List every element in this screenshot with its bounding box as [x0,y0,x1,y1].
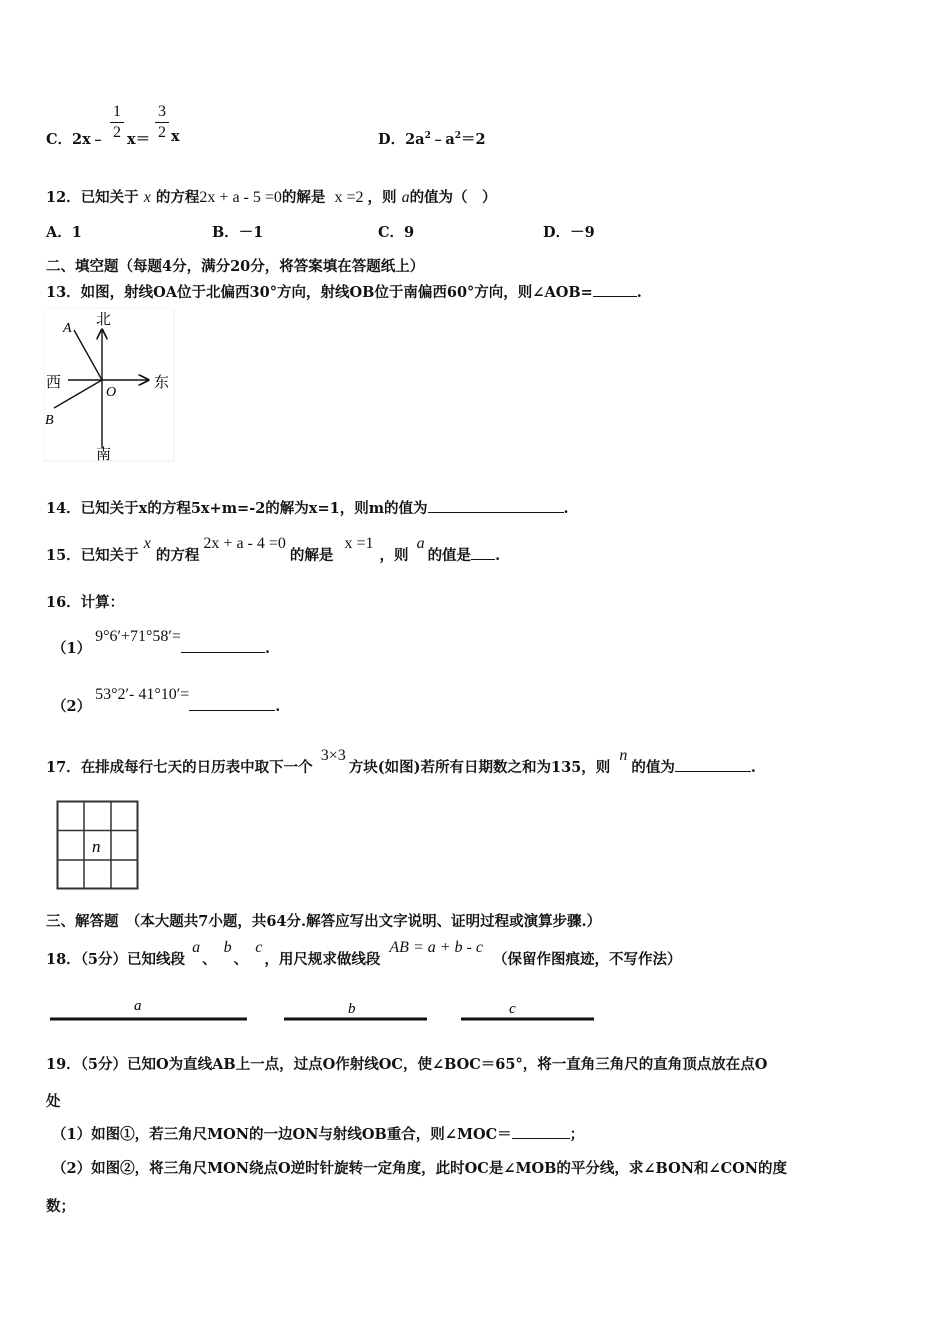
q11-option-d: D．$2a^2﹣a^2=2$ [378,131,486,148]
q19-stem-line1: 19．（5分）已知O为直线AB上一点，过点O作射线OC，使∠BOC＝65°，将一直角三角尺的直角顶点放在点O [46,1056,768,1073]
calendar-grid-figure [56,800,140,892]
grid-center-n: n [92,837,101,856]
label-o: O [106,385,117,400]
segment-c-label: c [509,1001,516,1017]
q12-option-b: B．－1 [212,224,264,241]
label-west: 西 [46,375,62,391]
q12-option-d: D．－9 [543,224,595,241]
q12-option-a: A．1 [46,224,82,241]
compass-figure [44,308,176,463]
segment-b-label: b [348,1001,356,1017]
section-2-heading: 二、填空题（每题4分，满分20分，将答案填在答题纸上） [46,258,425,275]
q17-stem: 17．在排成每行七天的日历表中取下一个 3×3方块(如图)若所有日期数之和为135，则 n的值为 . [46,747,756,776]
fraction-three-halves: $\frac{3}{2}$ [155,102,169,143]
q19-stem-line2: 处 [46,1093,61,1110]
given-segments [46,995,606,1025]
q19-part-2-line2: 数； [46,1198,75,1215]
fraction-one-half: $\frac{1}{2}$ [110,102,124,143]
q16-part-1: （1）9°6′+71°58′=. [52,628,270,657]
section-3-heading: 三、解答题 （本大题共7小题，共64分.解答应写出文字说明、证明过程或演算步骤.） [46,913,602,930]
label-north: 北 [96,312,112,328]
q19-part-1: （1）如图①，若三角尺MON的一边ON与射线OB重合，则∠MOC＝ ； [52,1126,585,1143]
q13-stem: 13．如图，射线OA位于北偏西30°方向，射线OB位于南偏西60°方向，则∠AOB= . [46,284,642,301]
label-b: B [45,413,54,428]
segment-a-label: a [134,998,142,1014]
q11-option-c-end: x [171,128,180,145]
q16-stem: 16．计算： [46,594,125,611]
label-south: 南 [96,447,112,463]
q11-option-c-mid: x＝ [127,131,151,148]
label-east: 东 [154,375,170,391]
q12-stem: 12．已知关于 x 的方程2x + a - 5 =0的解是 x =2 ，则 a的值为（ ） [46,189,497,206]
q14-stem: 14．已知关于x的方程5x+m=-2的解为x=1，则m的值为 . [46,500,569,517]
label-a: A [63,321,72,336]
q16-part-2: （2）53°2′- 41°10′=. [52,686,281,715]
q12-option-c: C．9 [378,224,415,241]
q11-option-c: C．2x﹣ [46,131,106,148]
q18-stem: 18．（5分）已知线段 a、 b、 c，用尺规求做线段 AB = a + b - c（保留作图痕迹，不写作法） [46,939,682,968]
q19-part-2-line1: （2）如图②，将三角尺MON绕点O逆时针旋转一定角度，此时OC是∠MOB的平分线，求∠BON和∠CON的度 [52,1160,788,1177]
q15-stem: 15．已知关于 x 的方程2x + a - 4 =0的解是 x =1，则 a的值是 . [46,535,501,564]
